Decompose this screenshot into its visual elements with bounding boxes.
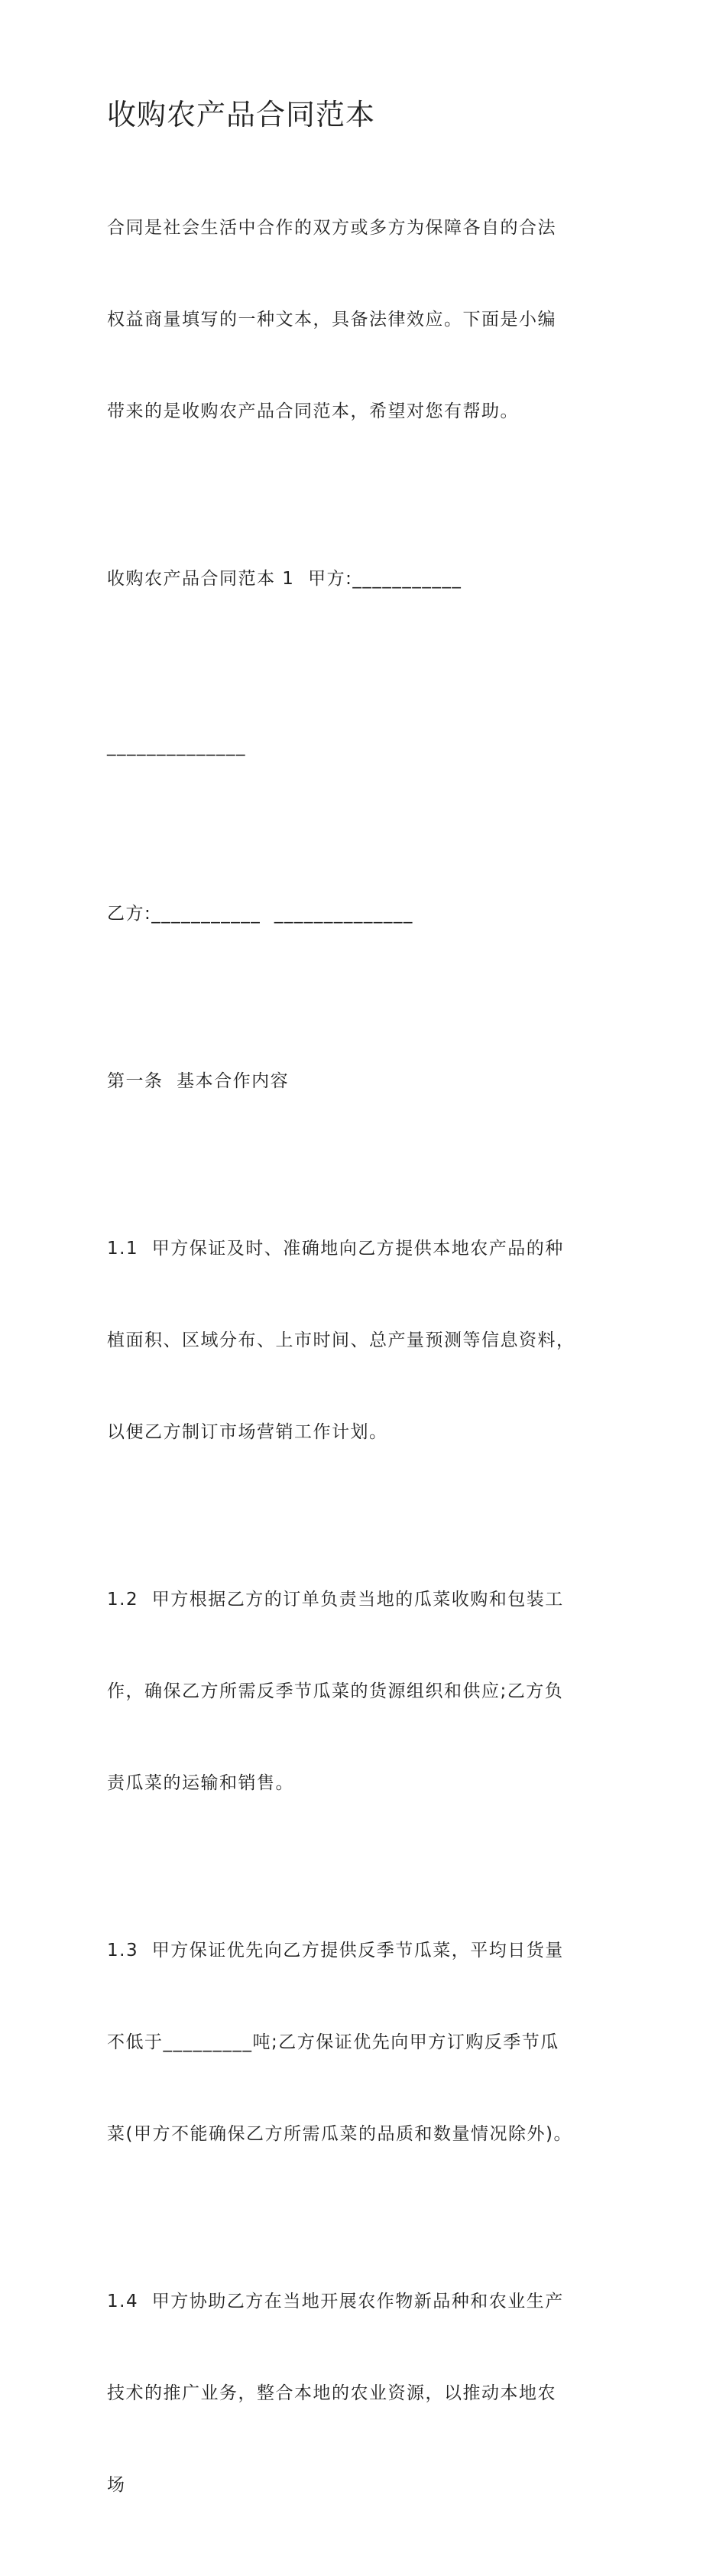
text-line: 不低于_________吨;乙方保证优先向甲方订购反季节瓜: [107, 2032, 559, 2052]
document-title: 收购农产品合同范本: [107, 98, 376, 132]
clause-1-2: [107, 1523, 627, 1860]
text-line: 1.1 甲方保证及时、准确地向乙方提供本地农产品的种: [107, 1239, 564, 1259]
text-line: 作，确保乙方所需反季节瓜菜的货源组织和供应;乙方负: [107, 1681, 564, 1701]
text-line: 1.3 甲方保证优先向乙方提供反季节瓜菜，平均日货量: [107, 1941, 564, 1960]
clause-1-4: [107, 2225, 627, 2561]
clause-1-1: [107, 1172, 627, 1509]
text-line: 收购农产品合同范本 1 甲方:___________: [107, 569, 462, 589]
text-line: 场: [107, 2475, 126, 2495]
text-line: 责瓜菜的运输和销售。: [107, 1773, 294, 1793]
text-line: 1.2 甲方根据乙方的订单负责当地的瓜菜收购和包装工: [107, 1590, 564, 1610]
text-line: 乙方:___________ ______________: [107, 904, 413, 924]
document-page: [107, 93, 627, 2576]
text-line: 菜(甲方不能确保乙方所需瓜菜的品质和数量情况除外)。: [107, 2124, 572, 2144]
party-a-line: [107, 502, 627, 655]
article-1-heading: [107, 1005, 627, 1158]
clause-1-3: [107, 1874, 627, 2211]
text-line: 带来的是收购农产品合同范本，希望对您有帮助。: [107, 401, 519, 421]
text-line: 植面积、区域分布、上市时间、总产量预测等信息资料，: [107, 1330, 575, 1350]
party-b-line: [107, 837, 627, 990]
text-line: 权益商量填写的一种文本，具备法律效应。下面是小编: [107, 310, 556, 330]
intro-paragraph: [107, 151, 627, 488]
text-line: 合同是社会生活中合作的双方或多方为保障各自的合法: [107, 218, 556, 238]
party-a-continued-line: [107, 670, 627, 823]
text-line: 1.4 甲方协助乙方在当地开展农作物新品种和农业生产: [107, 2292, 564, 2311]
text-line: ______________: [107, 736, 246, 756]
text-line: 以便乙方制订市场营销工作计划。: [107, 1422, 388, 1442]
text-line: 技术的推广业务，整合本地的农业资源，以推动本地农: [107, 2383, 556, 2403]
text-line: 第一条 基本合作内容: [107, 1071, 290, 1091]
